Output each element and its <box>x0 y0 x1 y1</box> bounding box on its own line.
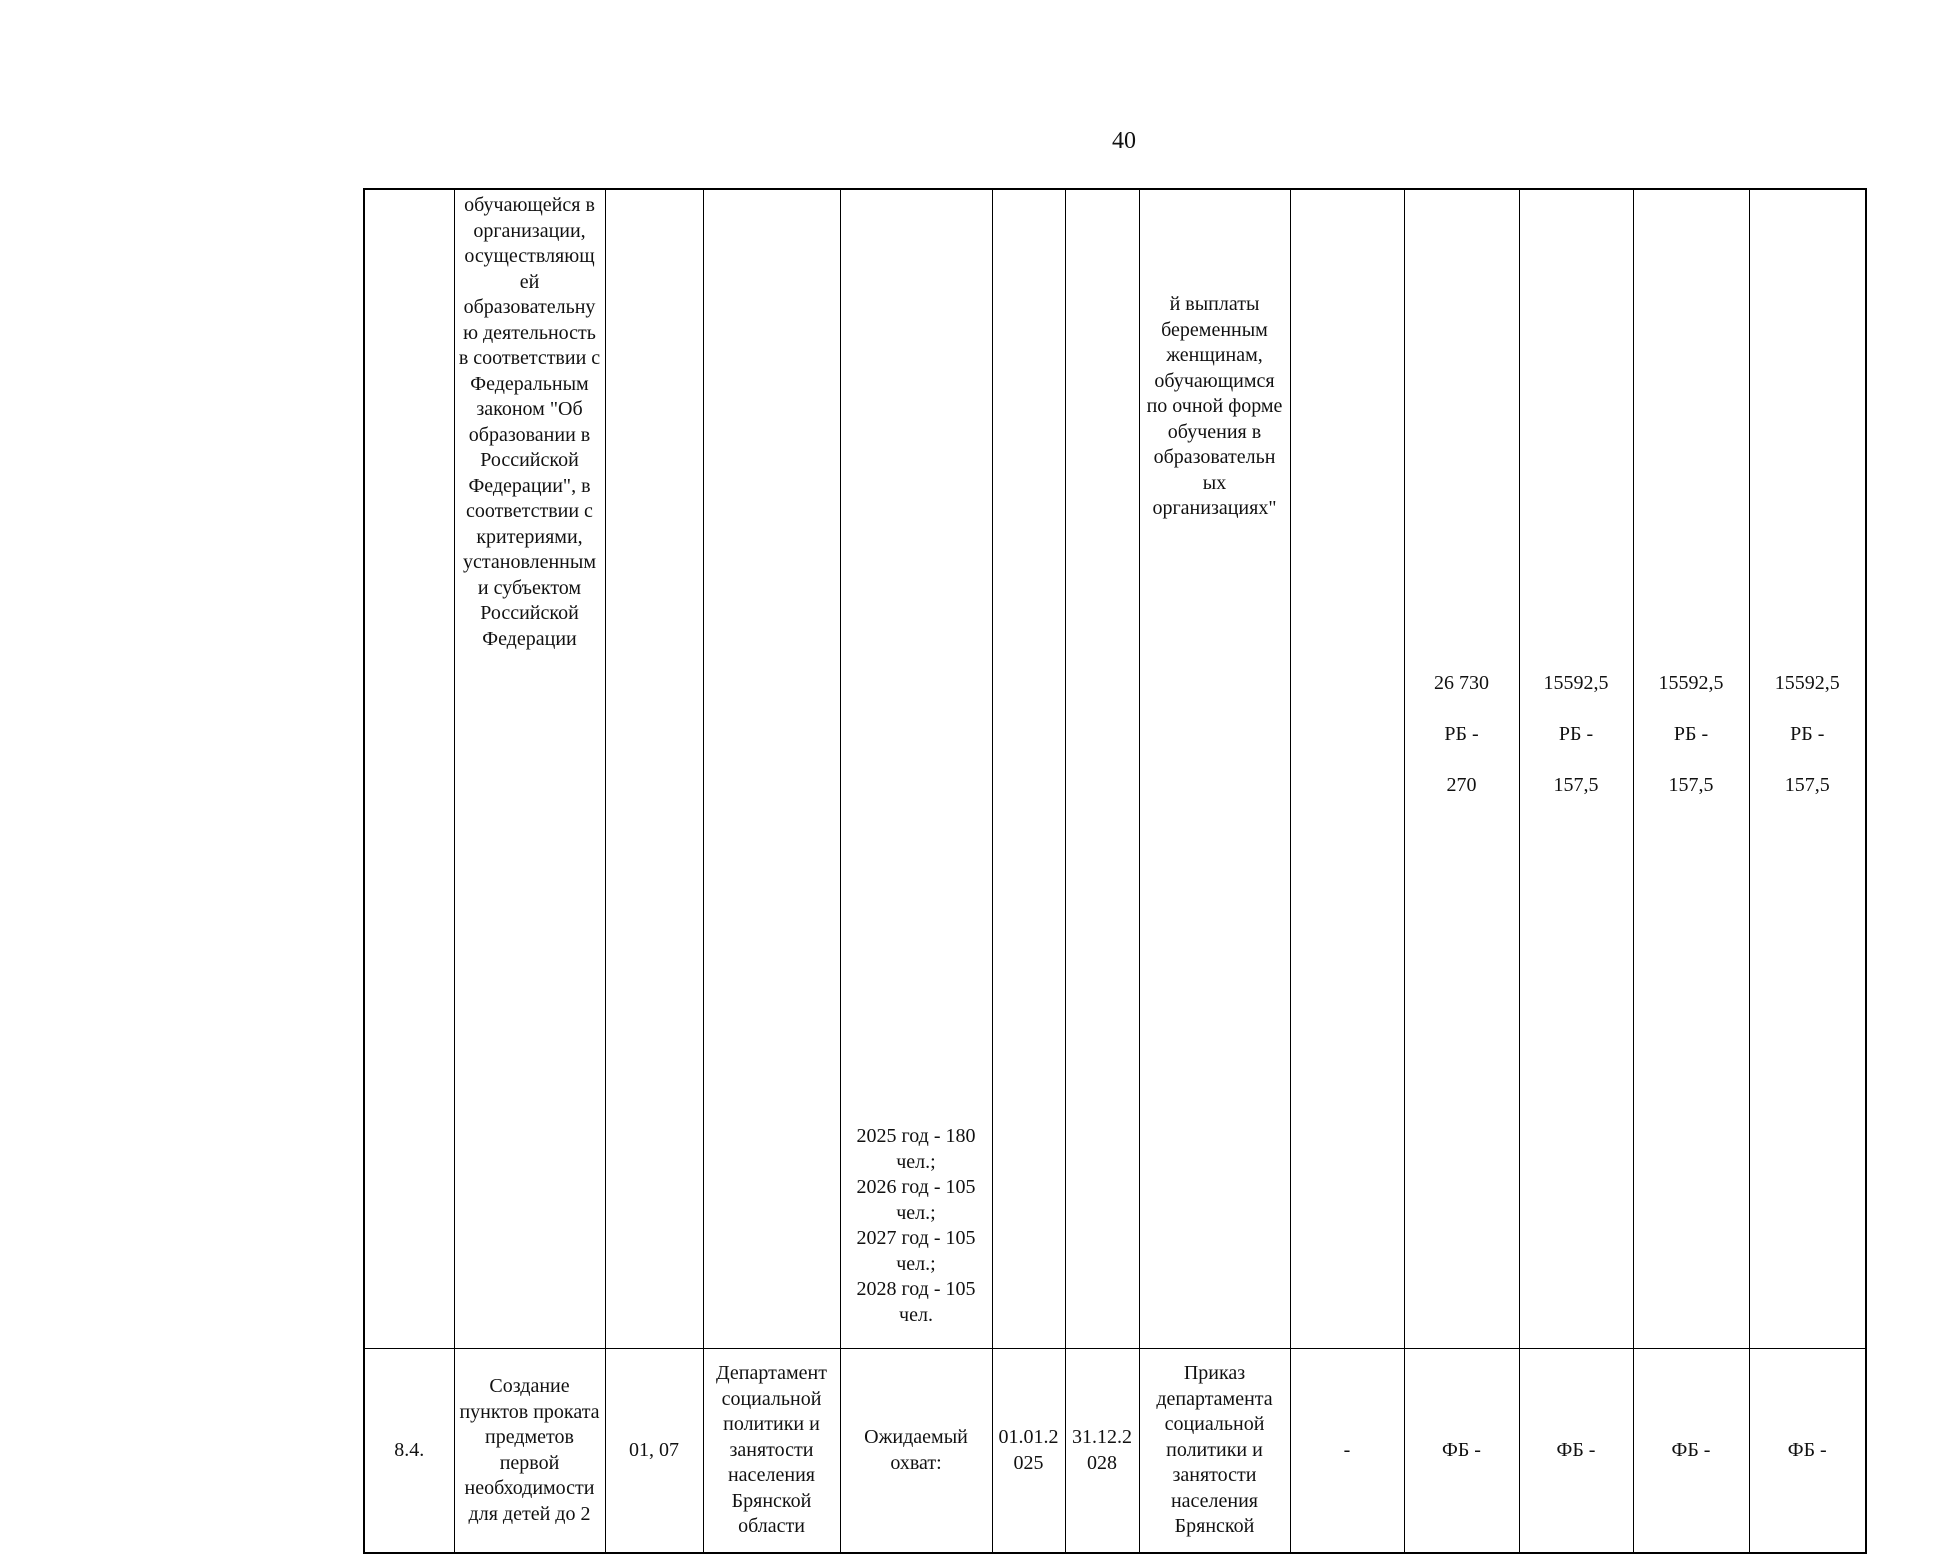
number-cell <box>364 189 454 1349</box>
executor-cell: Департамент социальной политики и занятости населения Брянской области <box>703 1349 840 1554</box>
end-date-cell <box>1065 189 1139 1349</box>
finance-cell <box>1404 189 1519 1349</box>
coverage-line: 2028 год - 105 чел. <box>856 1278 976 1326</box>
finance-total: 15592,5 <box>1658 672 1724 694</box>
end-date-cell: 31.12.2 028 <box>1065 1349 1139 1554</box>
description-cell: Создание пунктов проката предметов первой необходимости для детей до 2 <box>454 1349 605 1554</box>
start-date-cell <box>992 189 1065 1349</box>
start-date-cell: 01.01.2 025 <box>992 1349 1065 1554</box>
coverage-line: 2025 год - 180 чел.; <box>856 1125 976 1173</box>
page-number: 40 <box>1112 128 1136 154</box>
table-row <box>364 189 1866 1349</box>
empty-cell <box>1290 189 1404 1349</box>
finance-source: РБ - <box>1444 723 1479 745</box>
number-cell: 8.4. <box>364 1349 454 1554</box>
coverage-cell: Ожидаемый охват: <box>840 1349 992 1554</box>
finance-cell: ФБ - <box>1749 1349 1866 1554</box>
codes-cell: 01, 07 <box>605 1349 703 1554</box>
coverage-cell <box>840 189 992 1349</box>
empty-cell: - <box>1290 1349 1404 1554</box>
finance-source: РБ - <box>1790 723 1825 745</box>
coverage-line: 2027 год - 105 чел.; <box>856 1227 976 1275</box>
description-cell: обучающейся в организации, осуществляющ ей образовательну ю деятельность в соответствии с Федеральным законом "Об образовании в Российской Федерации", в соответствии с критериями, установленным и субъектом Российской Федерации <box>454 189 605 1349</box>
basis-cell: й выплаты беременным женщинам, обучающимся по очной форме обучения в образовательн ых организациях" <box>1139 189 1290 1349</box>
codes-cell <box>605 189 703 1349</box>
finance-source: РБ - <box>1558 723 1594 745</box>
finance-total: 15592,5 <box>1543 672 1609 694</box>
finance-cell: ФБ - <box>1633 1349 1749 1554</box>
finance-cell <box>1519 189 1633 1349</box>
finance-cell: ФБ - <box>1404 1349 1519 1554</box>
finance-cell <box>1749 189 1866 1349</box>
finance-value: 157,5 <box>1553 774 1599 796</box>
finance-total: 26 730 <box>1434 672 1489 694</box>
coverage-line: 2026 год - 105 чел.; <box>856 1176 976 1224</box>
finance-value: 157,5 <box>1784 774 1830 796</box>
finance-value: 270 <box>1446 774 1477 796</box>
finance-cell <box>1633 189 1749 1349</box>
finance-total: 15592,5 <box>1774 672 1840 694</box>
finance-source: РБ - <box>1673 723 1709 745</box>
executor-cell <box>703 189 840 1349</box>
program-table <box>363 188 1867 1554</box>
basis-cell: Приказ департамента социальной политики и занятости населения Брянской <box>1139 1349 1290 1554</box>
finance-value: 157,5 <box>1668 774 1714 796</box>
finance-cell: ФБ - <box>1519 1349 1633 1554</box>
table-row <box>364 1349 1866 1554</box>
